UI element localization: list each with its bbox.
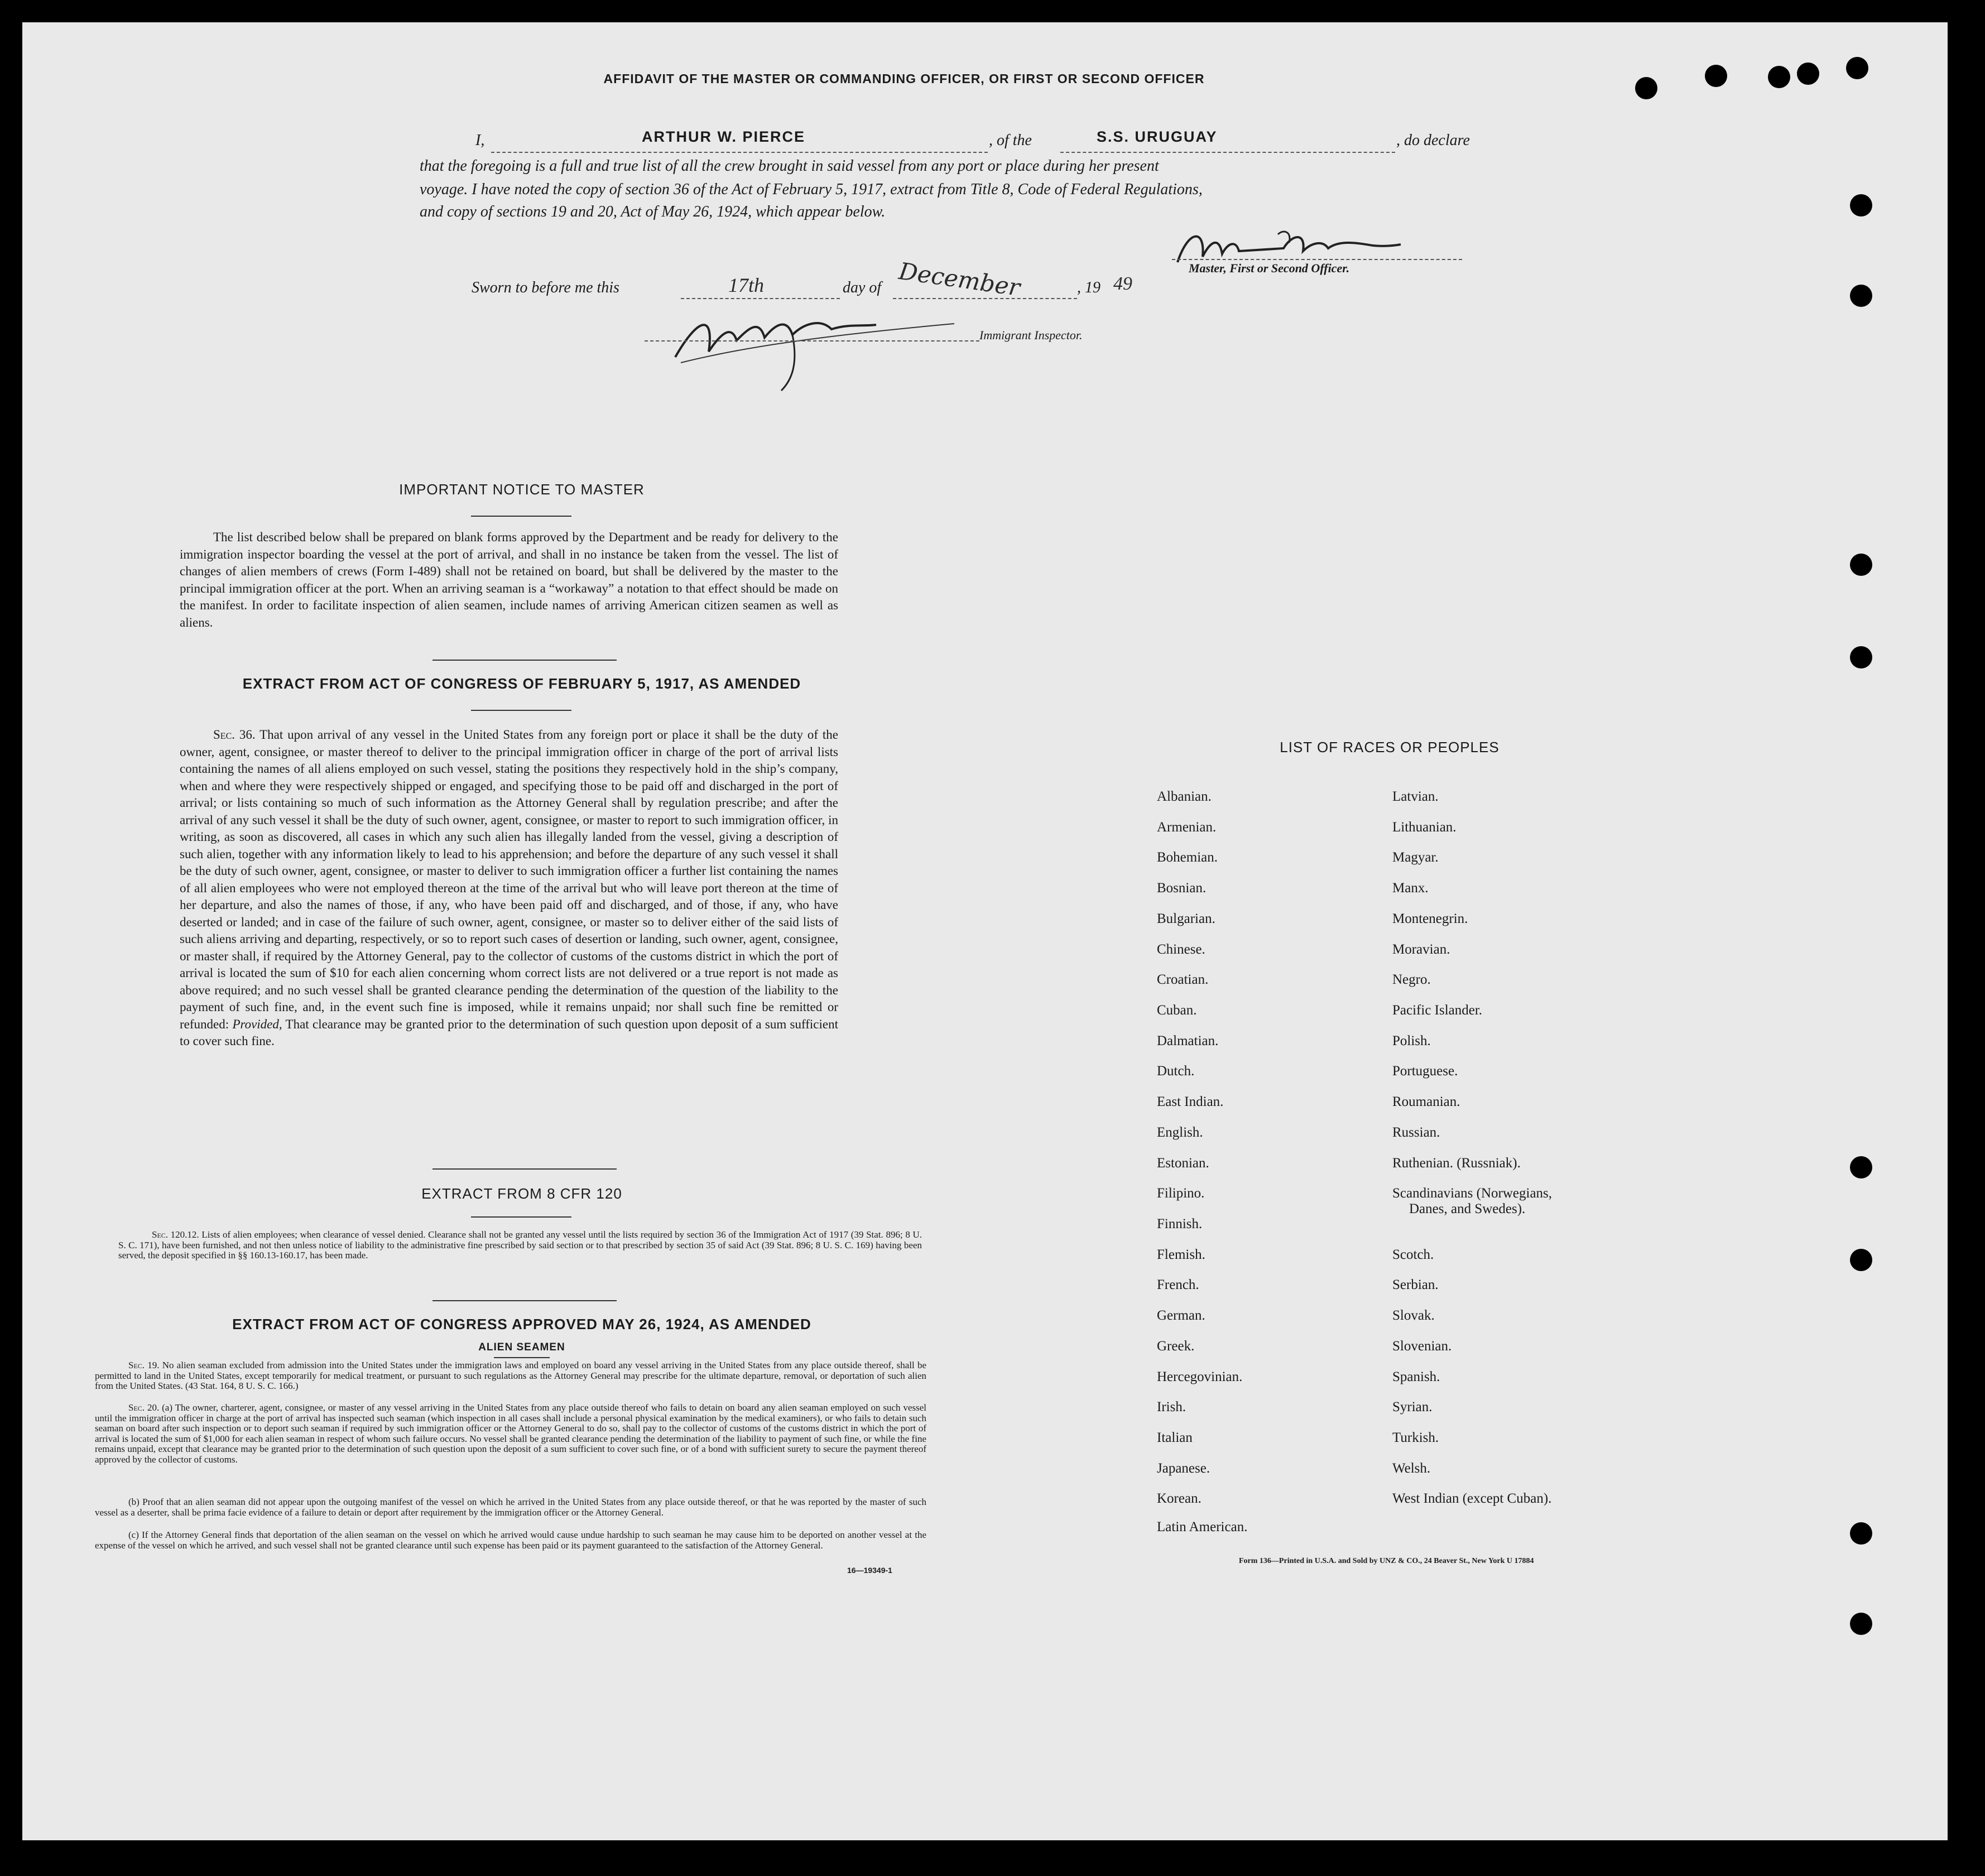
notice-text: The list described below shall be prepared on blank forms approved by the Department and be ready for delivery to the immigration inspector boarding the vessel at the port of arrival, and shall in no instance be taken from the vessel. The list of changes of alien members of crews (Form I-489) shall not be retained on board, but shall be delivered by the master to the principal immigration officer at the port. When an arriving seaman is a “workaway” a notation to that effect should be made on the manifest. In order to facilitate inspection of alien seamen, include names of arriving American citizen seamen as well as aliens.: [180, 530, 838, 629]
race-item: Portuguese.: [1392, 1064, 1458, 1079]
extract-1917-end-rule: [432, 1168, 617, 1170]
sec-20a-text: (a) The owner, charterer, agent, consignee, or master of any vessel arriving in the United States from any place outside thereof who fails to detain on board any alien seaman employed on such vessel until the immigration officer in charge at the port of arrival has inspected such seaman (which inspection in all cases shall include a personal physical examination by the medical examiners), or who fails to detain such seaman on board after such inspection or to deport such seaman if required by such immigration officer or the Attorney General to do so, shall pay to the collector of customs of the customs district in which the port of arrival is located the sum of $1,000 for each alien seaman in respect of whom such failure occurs. No vessel shall be granted clearance pending the determination of the liability to payment of such fine, or while the fine remains unpaid, except that clearance may be granted prior to the determination of such question upon the deposit of a sum sufficient to cover such fine, or of a bond with sufficient surety to secure the payment thereof approved by the collector of customs.: [95, 1402, 926, 1465]
affidavit-line-4: and copy of sections 19 and 20, Act of May 26, 1924, which appear below.: [420, 203, 886, 220]
affidavit-i-label: I,: [475, 132, 485, 149]
sec-36-label: Sec. 36.: [213, 728, 256, 742]
race-item: Hercegovinian.: [1157, 1369, 1243, 1384]
sec-20-label: Sec. 20.: [128, 1402, 160, 1413]
master-name-line: [491, 152, 988, 153]
race-item: Serbian.: [1392, 1277, 1439, 1292]
race-item: Slovak.: [1392, 1308, 1435, 1323]
sec-36-provided: Provided,: [232, 1017, 282, 1031]
year-suffix: 49: [1113, 273, 1132, 294]
race-item: Montenegrin.: [1392, 911, 1468, 926]
affidavit-line-3: voyage. I have noted the copy of section 36 of the Act of February 5, 1917, extract from Title 8, Code of Federal Regulations,: [420, 181, 1203, 198]
extract-1924-heading: EXTRACT FROM ACT OF CONGRESS APPROVED MAY 26, 1924, AS AMENDED: [232, 1316, 811, 1333]
punch-hole: [1768, 66, 1790, 88]
notice-heading: IMPORTANT NOTICE TO MASTER: [399, 481, 645, 498]
race-item: French.: [1157, 1277, 1199, 1292]
race-item: Cuban.: [1157, 1003, 1197, 1018]
race-item: Irish.: [1157, 1399, 1186, 1415]
master-caption: Master, First or Second Officer.: [1189, 261, 1350, 275]
race-item: Danes, and Swedes).: [1409, 1201, 1526, 1216]
race-item: Magyar.: [1392, 850, 1439, 865]
race-item: Albanian.: [1157, 789, 1212, 804]
extract-cfr-heading-rule: [471, 1216, 571, 1218]
inspector-signature-line: [645, 340, 979, 341]
affidavit-title: AFFIDAVIT OF THE MASTER OR COMMANDING OFFICER, OR FIRST OR SECOND OFFICER: [603, 71, 1205, 86]
affidavit-of-the: , of the: [989, 132, 1032, 149]
punch-hole: [1850, 646, 1872, 668]
notice-heading-rule: [471, 516, 571, 517]
race-item: Japanese.: [1157, 1461, 1210, 1476]
race-item: Scotch.: [1392, 1247, 1434, 1262]
year-prefix: , 19: [1077, 279, 1100, 296]
race-item: Bohemian.: [1157, 850, 1218, 865]
sec-36-text-end: That clearance may be granted prior to the determination of such question upon deposit of a sum sufficient to cover such fine.: [180, 1017, 838, 1048]
race-item: Finnish.: [1157, 1216, 1203, 1232]
race-item: Filipino.: [1157, 1186, 1205, 1201]
vessel-name-line: [1060, 152, 1395, 153]
race-item: Syrian.: [1392, 1399, 1433, 1415]
printer-footer: Form 136—Printed in U.S.A. and Sold by UNZ & CO., 24 Beaver St., New York U 17884: [1239, 1557, 1534, 1565]
race-item: Spanish.: [1392, 1369, 1440, 1384]
race-item: Croatian.: [1157, 972, 1209, 987]
race-item: Welsh.: [1392, 1461, 1431, 1476]
race-item: Dutch.: [1157, 1064, 1195, 1079]
sec-19-label: Sec. 19.: [128, 1360, 160, 1370]
race-item: Dalmatian.: [1157, 1033, 1219, 1048]
race-item: Moravian.: [1392, 942, 1450, 957]
extract-1924-subheading-rule: [494, 1357, 550, 1358]
punch-hole: [1850, 194, 1872, 217]
race-item: Latin American.: [1157, 1519, 1248, 1535]
punch-hole: [1850, 1613, 1872, 1635]
race-item: Manx.: [1392, 881, 1429, 896]
race-item: Ruthenian. (Russniak).: [1392, 1156, 1521, 1171]
race-item: Armenian.: [1157, 820, 1217, 835]
notice-end-rule: [432, 660, 617, 661]
punch-hole: [1850, 285, 1872, 307]
extract-1924-sec20b: (b) Proof that an alien seaman did not appear upon the outgoing manifest of the vessel on which he arrived in the United States from any place outside thereof, or that he was reported by the master of such vessel as a deserter, shall be prima facie evidence of a failure to detain or deport after requirement by the immigration officer or the Attorney General.: [95, 1497, 926, 1518]
race-item: Turkish.: [1392, 1430, 1439, 1445]
race-item: Greek.: [1157, 1339, 1195, 1354]
extract-1924-sec19: [95, 1360, 926, 1392]
punch-hole: [1850, 1522, 1872, 1545]
extract-1924-sec20a: [95, 1403, 926, 1465]
race-item: Lithuanian.: [1392, 820, 1457, 835]
punch-hole: [1850, 1156, 1872, 1178]
extract-1924-code: 16—19349-1: [847, 1566, 892, 1575]
sworn-month: December: [897, 257, 1022, 301]
extract-1917-text: [180, 727, 838, 1050]
punch-hole: [1635, 77, 1657, 99]
race-item: Slovenian.: [1392, 1339, 1452, 1354]
race-item: Polish.: [1392, 1033, 1431, 1048]
affidavit-line-2: that the foregoing is a full and true list of all the crew brought in said vessel from any port or place during her present: [420, 157, 1159, 175]
sec-36-text: That upon arrival of any vessel in the United States from any foreign port or place it shall be the duty of the owner, agent, consignee, or master thereof to deliver to the principal immigration officer in charge of the port of arrival lists containing the names of all aliens employed on such vessel, stating the positions they respectively hold in the ship’s company, when and where they were respectively shipped or engaged, and specifying those to be paid off and discharged in the port of arrival; or lists containing so much of such information as the Attorney General shall by regulation prescribe; and after the arrival of any such vessel it shall be the duty of such owner, agent, consignee, or master to report to such immigration officer, in writing, as soon as discovered, all cases in which any such alien has illegally landed from the vessel, giving a description of such alien, together with any information likely to lead to his apprehension; and before the departure of any such vessel it shall be the duty of such owner, agent, consignee, or master to deliver to such immigration officer a further list containing the names of all alien employees who were not employed thereon at the time of the arrival but who will leave port thereon at the time of her departure, and also the names of those, if any, who have been paid off and discharged, and of those, if any, who have deserted or landed; and in case of the failure of such owner, agent, consignee, or master so to deliver either of the said lists of such aliens arriving and departing, respectively, or so to report such cases of desertion or landing, such owner, agent, consignee, or master shall, if required by the Attorney General, pay to the collector of customs of the customs district in which the port of arrival is located the sum of $10 for each alien concerning whom correct lists are not delivered or a true report is not made as above required; and no such vessel shall be granted clearance pending the determination of the question of the liability to the payment of such fine, and, in the event such fine is imposed, while it remains unpaid; nor shall such fine be remitted or refunded:: [180, 728, 838, 1031]
race-item: Negro.: [1392, 972, 1431, 987]
extract-cfr-heading: EXTRACT FROM 8 CFR 120: [421, 1185, 622, 1202]
race-item: East Indian.: [1157, 1094, 1224, 1109]
affidavit-do-declare: , do declare: [1396, 132, 1470, 149]
sec-19-text: No alien seaman excluded from admission into the United States under the immigration laws and employed on board any vessel arriving in the United States from any place outside thereof, shall be permitted to land in the United States, except temporarily for medical treatment, or pursuant to such regulations as the Attorney General may prescribe for the ultimate departure, removal, or deportation of such alien from the United States. (43 Stat. 164, 8 U. S. C. 166.): [95, 1360, 926, 1391]
sec-120-text: Lists of alien employees; when clearance of vessel denied. Clearance shall not be granted any vessel until the lists required by section 36 of the Immigration Act of 1917 (39 Stat. 896; 8 U. S. C. 171), have been furnished, and not then unless notice of liability to the administrative fine prescribed by said section or to that prescribed by section 35 of said Act (39 Stat. 896; 8 U. S. C. 169) having been served, the deposit specified in §§ 160.13-160.17, has been made.: [118, 1229, 922, 1261]
race-item: Bulgarian.: [1157, 911, 1215, 926]
race-item: Flemish.: [1157, 1247, 1205, 1262]
inspector-caption: Immigrant Inspector.: [979, 328, 1083, 342]
race-item: German.: [1157, 1308, 1205, 1323]
master-signature-line: [1172, 259, 1462, 260]
sworn-day: 17th: [728, 274, 765, 296]
punch-hole: [1797, 62, 1819, 85]
race-item: Latvian.: [1392, 789, 1439, 804]
race-item: Pacific Islander.: [1392, 1003, 1483, 1018]
race-item: Italian: [1157, 1430, 1193, 1445]
punch-hole: [1850, 554, 1872, 576]
master-name: ARTHUR W. PIERCE: [642, 128, 806, 145]
extract-1917-heading-rule: [471, 710, 571, 711]
punch-hole: [1846, 57, 1868, 79]
punch-hole: [1705, 65, 1727, 87]
race-item: Scandinavians (Norwegians,: [1392, 1186, 1553, 1201]
race-item: Russian.: [1392, 1125, 1440, 1140]
vessel-name: S.S. URUGUAY: [1097, 128, 1218, 145]
races-heading: LIST OF RACES OR PEOPLES: [1280, 739, 1499, 756]
extract-cfr-end-rule: [432, 1300, 617, 1301]
race-item: English.: [1157, 1125, 1203, 1140]
punch-hole: [1850, 1249, 1872, 1271]
extract-1924-sec20c: (c) If the Attorney General finds that deportation of the alien seaman on the vessel on which he arrived would cause undue hardship to such seaman he may cause him to be deported on another vessel at the expense of the vessel on which he arrived, and such vessel shall not be granted clearance until such expense has been paid or its payment guaranteed to the satisfaction of the Attorney General.: [95, 1529, 926, 1551]
day-of-label: day of: [843, 279, 882, 296]
extract-cfr-text: [118, 1230, 922, 1261]
extract-1917-heading: EXTRACT FROM ACT OF CONGRESS OF FEBRUARY 5, 1917, AS AMENDED: [242, 675, 801, 692]
extract-1924-subheading: ALIEN SEAMEN: [478, 1341, 565, 1353]
sec-120-label: Sec. 120.12.: [152, 1229, 199, 1240]
race-item: Estonian.: [1157, 1156, 1209, 1171]
race-item: Bosnian.: [1157, 881, 1207, 896]
document-page: [22, 22, 1948, 1840]
race-item: West Indian (except Cuban).: [1392, 1491, 1552, 1506]
sworn-label: Sworn to before me this: [472, 279, 619, 296]
race-item: Chinese.: [1157, 942, 1205, 957]
race-item: Korean.: [1157, 1491, 1201, 1506]
race-item: Roumanian.: [1392, 1094, 1460, 1109]
